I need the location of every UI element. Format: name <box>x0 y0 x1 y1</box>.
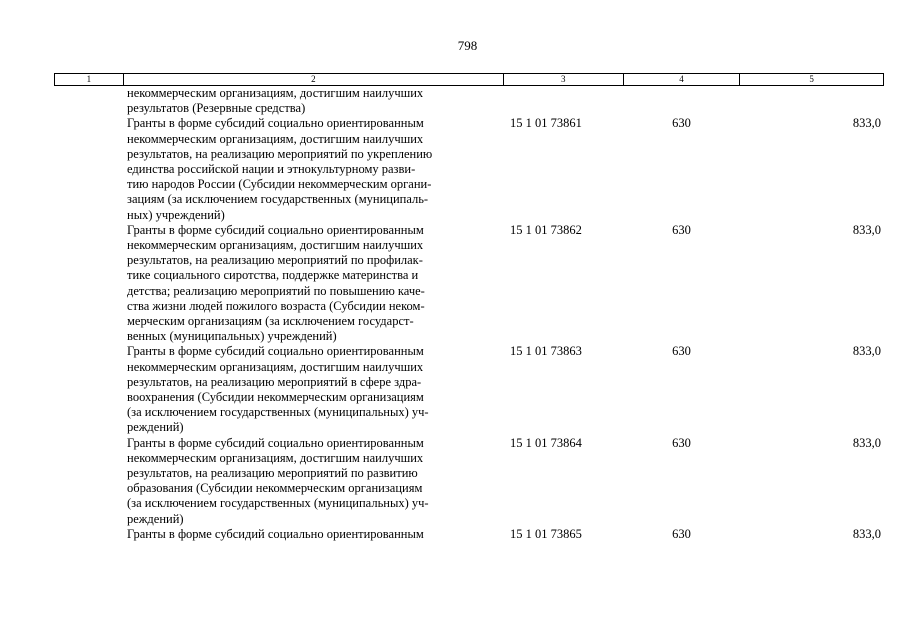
row-code-cell: 15 1 01 73865 <box>510 526 582 541</box>
description-line: Гранты в форме субсидий социально ориентированным <box>127 344 424 359</box>
header-col-5: 5 <box>739 74 883 85</box>
description-line: некоммерческим организациям, достигшим наилучших <box>127 238 424 253</box>
row-number-cell <box>54 223 122 345</box>
description-line: некоммерческим организациям, достигшим наилучших <box>127 131 424 146</box>
row-number-cell <box>54 86 122 116</box>
description-line: единства российской нации и этнокультурному разви- <box>127 162 416 177</box>
row-code-cell: 15 1 01 73861 <box>510 116 582 131</box>
table-row <box>54 86 884 116</box>
description-line: некоммерческим организациям, достигшим наилучших <box>127 86 424 100</box>
row-type-cell: 630 <box>672 435 691 450</box>
table-row <box>54 344 884 435</box>
row-code-cell: 15 1 01 73862 <box>510 222 582 237</box>
description-line: детства; реализацию мероприятий по повышению каче- <box>127 283 425 298</box>
description-line: тию народов России (Субсидии некоммерческим органи- <box>127 177 432 192</box>
description-line: венных (муниципальных) учреждений) <box>127 329 337 344</box>
description-line: результатов, на реализацию мероприятий в сфере здра- <box>127 374 422 389</box>
header-col-1: 1 <box>86 74 92 84</box>
description-line: некоммерческим организациям, достигшим наилучших <box>127 450 424 465</box>
budget-table <box>54 73 884 542</box>
row-amount-cell: 833,0 <box>852 344 881 359</box>
row-description-cell <box>122 116 503 222</box>
description-line: результатов, на реализацию мероприятий по укреплению <box>127 146 433 161</box>
description-line: тике социального сиротства, поддержке материнства и <box>127 268 419 283</box>
row-amount-cell: 833,0 <box>852 435 881 450</box>
description-line: реждений) <box>127 420 184 435</box>
description-line: результатов, на реализацию мероприятий по профилак- <box>127 253 423 268</box>
row-description-cell <box>122 86 503 116</box>
row-type-cell: 630 <box>672 344 691 359</box>
description-line: (за исключением государственных (муниципальных) уч- <box>127 405 429 420</box>
row-amount-cell <box>740 86 884 116</box>
description-line: реждений) <box>127 511 184 526</box>
table-row <box>54 223 884 345</box>
row-description-cell <box>122 436 503 527</box>
row-code-cell: 15 1 01 73864 <box>510 435 582 450</box>
description-line: ства жизни людей пожилого возраста (Субсидии неком- <box>127 298 425 313</box>
row-number-cell <box>54 116 122 222</box>
row-type-cell <box>623 86 740 116</box>
table-row <box>54 527 884 542</box>
row-code-cell <box>503 86 623 116</box>
description-line: мерческим организациям (за исключением государст- <box>127 314 414 329</box>
page-number: 798 <box>457 38 478 53</box>
header-col-2: 2 <box>123 74 503 85</box>
table-header-row <box>54 73 884 86</box>
row-number-cell <box>54 344 122 435</box>
description-line: Гранты в форме субсидий социально ориентированным <box>127 526 424 541</box>
row-type-cell: 630 <box>672 222 691 237</box>
table-row <box>54 116 884 222</box>
description-line: зациям (за исключением государственных (муниципаль- <box>127 192 429 207</box>
row-number-cell <box>54 527 122 542</box>
row-amount-cell: 833,0 <box>852 116 881 131</box>
table-row <box>54 436 884 527</box>
description-line: Гранты в форме субсидий социально ориентированным <box>127 435 424 450</box>
row-number-cell <box>54 436 122 527</box>
row-amount-cell: 833,0 <box>852 222 881 237</box>
row-type-cell: 630 <box>672 116 691 131</box>
row-description-cell <box>122 344 503 435</box>
header-col-3: 3 <box>503 74 623 85</box>
header-col-4: 4 <box>623 74 740 85</box>
description-line: образования (Субсидии некоммерческим организациям <box>127 481 423 496</box>
table-body <box>54 86 884 542</box>
row-description-cell <box>122 527 503 542</box>
description-line: результатов, на реализацию мероприятий по развитию <box>127 466 418 481</box>
description-line: (за исключением государственных (муниципальных) уч- <box>127 496 429 511</box>
row-type-cell: 630 <box>672 526 691 541</box>
description-line: Гранты в форме субсидий социально ориентированным <box>127 222 424 237</box>
row-code-cell: 15 1 01 73863 <box>510 344 582 359</box>
row-amount-cell: 833,0 <box>852 526 881 541</box>
description-line: воохранения (Субсидии некоммерческим организациям <box>127 390 424 405</box>
description-line: ных) учреждений) <box>127 207 225 222</box>
description-line: Гранты в форме субсидий социально ориентированным <box>127 116 424 131</box>
description-line: некоммерческим организациям, достигшим наилучших <box>127 359 424 374</box>
row-description-cell <box>122 223 503 345</box>
description-line: результатов (Резервные средства) <box>127 101 306 116</box>
